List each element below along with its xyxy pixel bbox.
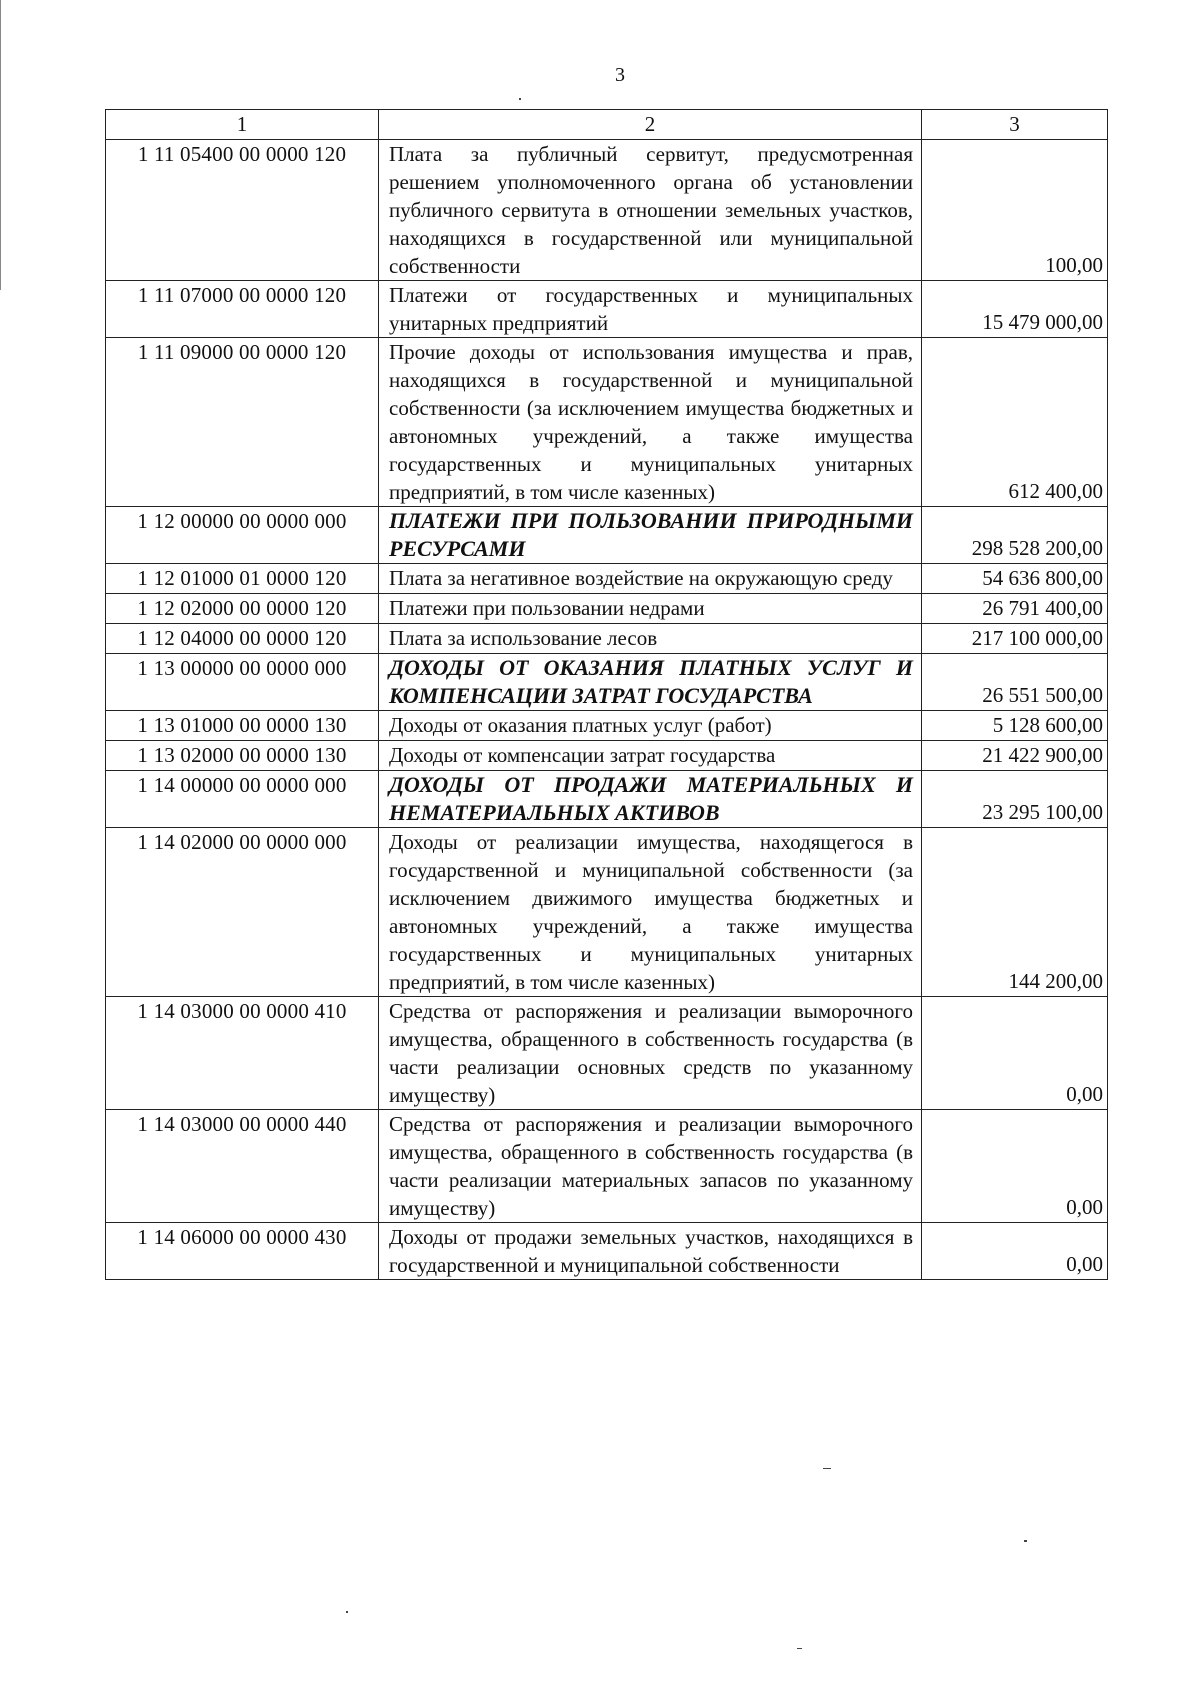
row-description-text: ДОХОДЫ ОТ ПРОДАЖИ МАТЕРИАЛЬНЫХ И НЕМАТЕРИАЛЬНЫХ АКТИВОВ [389, 772, 913, 825]
table-row [106, 828, 1108, 997]
row-code: 1 13 02000 00 0000 130 [106, 741, 379, 771]
row-amount: 612 400,00 [922, 338, 1108, 507]
row-description [379, 828, 922, 997]
row-description [379, 1223, 922, 1280]
scan-mark [1024, 1540, 1027, 1542]
table-row [106, 140, 1108, 281]
row-amount: 15 479 000,00 [922, 281, 1108, 338]
row-description-text: Плата за негативное воздействие на окружающую среду [389, 566, 893, 590]
table-row [106, 507, 1108, 564]
row-amount: 0,00 [922, 1223, 1108, 1280]
row-amount: 0,00 [922, 1110, 1108, 1223]
scan-mark [797, 1648, 802, 1649]
row-amount: 298 528 200,00 [922, 507, 1108, 564]
row-code: 1 14 03000 00 0000 440 [106, 1110, 379, 1223]
row-description [379, 711, 922, 741]
row-description-text: Доходы от реализации имущества, находящегося в государственной и муниципальной собственности (за исключением движимого имущества бюджетных и автономных учреждений, а также имущества государственных и муниципальных унитарных предприятий, в том числе казенных) [389, 830, 913, 994]
row-code: 1 11 07000 00 0000 120 [106, 281, 379, 338]
table-row [106, 654, 1108, 711]
row-code: 1 12 01000 01 0000 120 [106, 564, 379, 594]
row-section-title [379, 507, 922, 564]
row-code: 1 11 09000 00 0000 120 [106, 338, 379, 507]
row-description [379, 564, 922, 594]
row-code: 1 14 02000 00 0000 000 [106, 828, 379, 997]
row-amount: 5 128 600,00 [922, 711, 1108, 741]
row-code: 1 14 03000 00 0000 410 [106, 997, 379, 1110]
row-description [379, 741, 922, 771]
row-description-text: Доходы от продажи земельных участков, находящихся в государственной и муниципальной собственности [389, 1225, 913, 1277]
row-description-text: Платежи при пользовании недрами [389, 596, 705, 620]
row-description [379, 594, 922, 624]
row-description [379, 338, 922, 507]
row-description-text: Средства от распоряжения и реализации выморочного имущества, обращенного в собственность государства (в части реализации материальных запасов по указанному имуществу) [389, 1112, 913, 1220]
row-description [379, 1110, 922, 1223]
row-code: 1 13 00000 00 0000 000 [106, 654, 379, 711]
row-description-text: Прочие доходы от использования имущества и прав, находящихся в государственной и муниципальной собственности (за исключением имущества бюджетных и автономных учреждений, а также имущества государственных и муниципальных унитарных предприятий, в том числе казенных) [389, 340, 913, 504]
row-amount: 0,00 [922, 997, 1108, 1110]
row-description [379, 624, 922, 654]
table-row [106, 594, 1108, 624]
row-description-text: Доходы от компенсации затрат государства [389, 743, 776, 767]
table-row [106, 564, 1108, 594]
row-code: 1 12 00000 00 0000 000 [106, 507, 379, 564]
table-row [106, 771, 1108, 828]
row-code: 1 12 04000 00 0000 120 [106, 624, 379, 654]
row-amount: 217 100 000,00 [922, 624, 1108, 654]
table-row [106, 741, 1108, 771]
row-amount: 21 422 900,00 [922, 741, 1108, 771]
row-code: 1 13 01000 00 0000 130 [106, 711, 379, 741]
table-header-row [106, 110, 1108, 140]
table-row [106, 624, 1108, 654]
scan-mark [519, 98, 521, 100]
table-row [106, 1223, 1108, 1280]
row-description-text: ДОХОДЫ ОТ ОКАЗАНИЯ ПЛАТНЫХ УСЛУГ И КОМПЕНСАЦИИ ЗАТРАТ ГОСУДАРСТВА [389, 655, 913, 708]
page-number: 3 [615, 64, 625, 86]
scan-mark [0, 0, 1, 290]
row-amount: 26 551 500,00 [922, 654, 1108, 711]
row-description [379, 997, 922, 1110]
table-row [106, 711, 1108, 741]
row-amount: 100,00 [922, 140, 1108, 281]
row-code: 1 14 00000 00 0000 000 [106, 771, 379, 828]
scan-mark [346, 1611, 348, 1613]
table-row [106, 281, 1108, 338]
header-col-1: 1 [106, 110, 379, 140]
row-description [379, 140, 922, 281]
income-table [105, 109, 1108, 1280]
row-amount: 54 636 800,00 [922, 564, 1108, 594]
header-col-2: 2 [379, 110, 922, 140]
row-code: 1 14 06000 00 0000 430 [106, 1223, 379, 1280]
row-description-text: Доходы от оказания платных услуг (работ) [389, 713, 772, 737]
table-row [106, 338, 1108, 507]
row-description-text: Плата за использование лесов [389, 626, 658, 650]
row-amount: 144 200,00 [922, 828, 1108, 997]
row-description-text: Плата за публичный сервитут, предусмотренная решением уполномоченного органа об установлении публичного сервитута в отношении земельных участков, находящихся в государственной или муниципальной собственности [389, 142, 913, 278]
row-description-text: Платежи от государственных и муниципальных унитарных предприятий [389, 283, 913, 335]
row-code: 1 11 05400 00 0000 120 [106, 140, 379, 281]
row-section-title [379, 771, 922, 828]
row-amount: 23 295 100,00 [922, 771, 1108, 828]
scan-mark [823, 1468, 831, 1469]
row-section-title [379, 654, 922, 711]
row-description-text: Средства от распоряжения и реализации выморочного имущества, обращенного в собственность государства (в части реализации основных средств по указанному имуществу) [389, 999, 913, 1107]
row-description [379, 281, 922, 338]
row-code: 1 12 02000 00 0000 120 [106, 594, 379, 624]
row-description-text: ПЛАТЕЖИ ПРИ ПОЛЬЗОВАНИИ ПРИРОДНЫМИ РЕСУРСАМИ [389, 508, 913, 561]
table-row [106, 1110, 1108, 1223]
header-col-3: 3 [922, 110, 1108, 140]
table-row [106, 997, 1108, 1110]
row-amount: 26 791 400,00 [922, 594, 1108, 624]
